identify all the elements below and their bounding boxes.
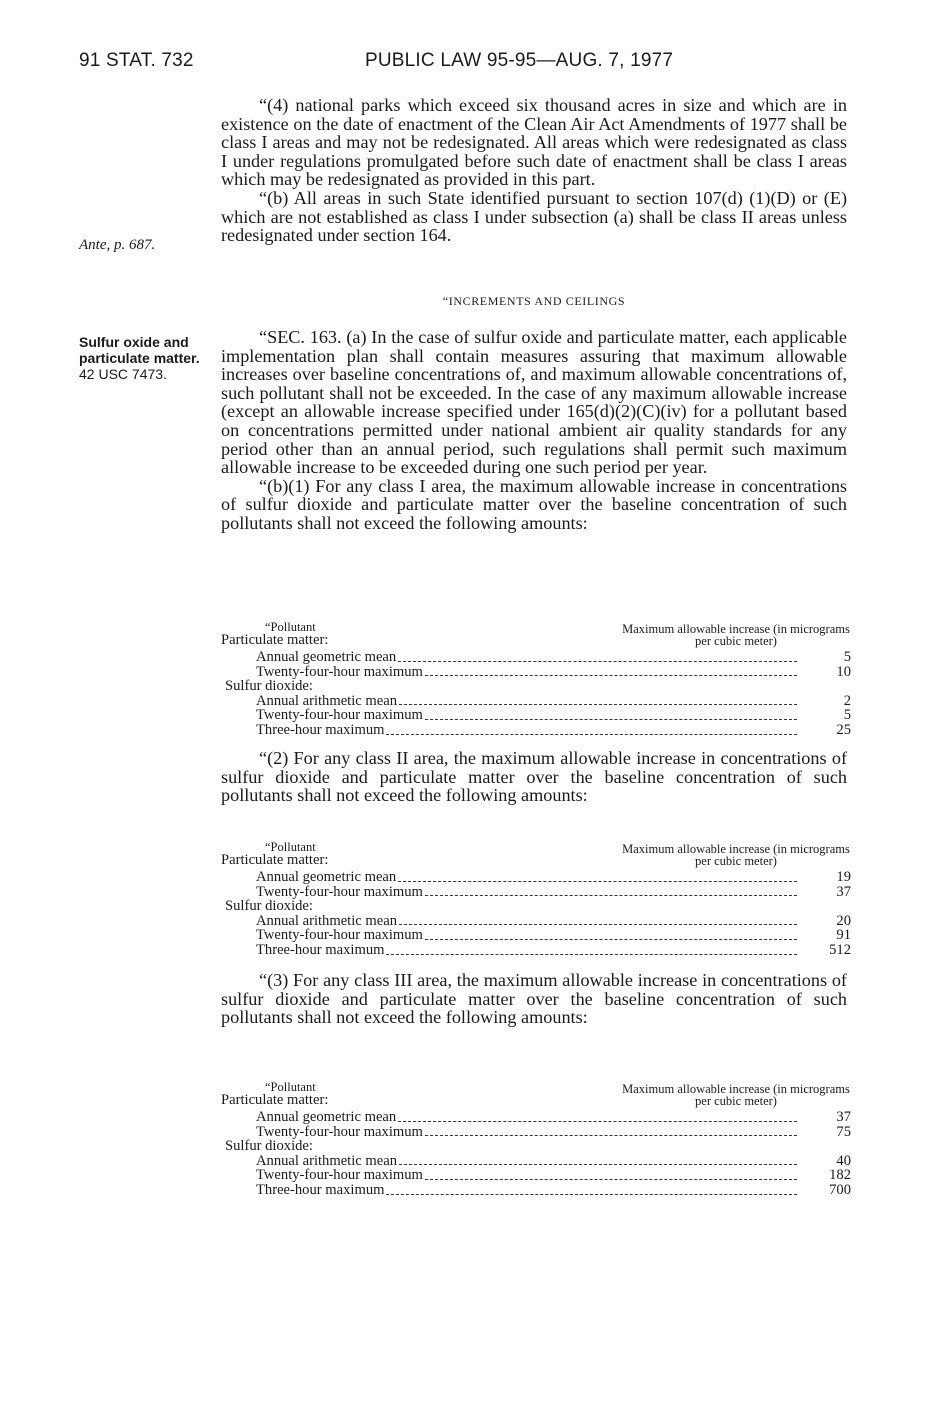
table-row	[221, 870, 851, 885]
row-label: Twenty-four-hour maximum	[256, 707, 423, 724]
row-label: Annual arithmetic mean	[256, 912, 398, 929]
group-label: Sulfur dioxide:	[225, 898, 313, 915]
table-row	[221, 1168, 851, 1183]
table-row	[221, 943, 851, 958]
paragraph-4-text: “(4) national parks which exceed six thousand acres in size and which are in existence on the date of enactment of the Clean Air Act Amendments of 1977 shall be class I areas and may not be redesignated. All areas which were redesignated as class I under regulations promulgated before such date of enactment shall be class I areas which may be redesignated as provided in this part.	[221, 95, 847, 190]
row-value: 182	[829, 1167, 851, 1184]
row-label: Twenty-four-hour maximum	[256, 663, 423, 680]
group-label: Sulfur dioxide:	[225, 678, 313, 695]
margin-sulfur-text: Sulfur oxide and particulate matter.	[79, 334, 200, 366]
row-label: Twenty-four-hour maximum	[256, 927, 423, 944]
row-label: Twenty-four-hour maximum	[256, 1167, 423, 1184]
row-label: Annual geometric mean	[256, 649, 397, 665]
table-header-pollutant: “Pollutant	[265, 1080, 316, 1094]
group-sulfur	[221, 1139, 851, 1154]
section-heading: “INCREMENTS AND CEILINGS	[442, 294, 626, 308]
table-class-2	[221, 840, 851, 958]
b1-intro-text: “(b)(1) For any class I area, the maximum allowable increase in concentrations of sulfur dioxide and particulate matter over the baseline concentration of such pollutants shall not exceed the following amounts:	[221, 475, 847, 533]
group-sulfur	[221, 679, 851, 694]
row-value: 37	[836, 1109, 851, 1125]
group-particulate: Particulate matter:	[221, 1092, 329, 1108]
row-label: Annual arithmetic mean	[256, 692, 398, 709]
table-class-1	[221, 620, 851, 738]
sec163-a-text: “SEC. 163. (a) In the case of sulfur oxide and particulate matter, each applicable implementation plan shall contain measures assuring that maximum allowable increases over baseline concentrations of, and maximum allowable concentrations of, such pollutant shall not be exceeded. In the case of any maximum allowable increase (except an allowable increase specified under 165(d)(2)(C)(iv) for a pollutant based on concentrations permitted under national ambient air quality standards for any period other than an annual period, such regulations shall permit such maximum allowable increase to be exceeded during one such period per year.	[221, 327, 847, 478]
margin-note-sulfur	[79, 334, 214, 382]
section-163-a	[221, 328, 847, 533]
row-label: Twenty-four-hour maximum	[256, 1123, 423, 1140]
row-label: Annual geometric mean	[256, 1109, 397, 1125]
b3-intro-text: “(3) For any class III area, the maximum allowable increase in concentrations of sulfur dioxide and particulate matter over the baseline concentration of such pollutants shall not exceed the following amounts:	[221, 970, 847, 1028]
row-value: 25	[836, 721, 851, 738]
row-value: 5	[843, 707, 851, 724]
margin-note-ante	[79, 236, 214, 253]
table-row	[221, 650, 851, 665]
table-row	[221, 723, 851, 738]
table-row	[221, 708, 851, 723]
row-label: Annual geometric mean	[256, 869, 397, 885]
section-b2	[221, 749, 847, 805]
table-row	[221, 885, 851, 900]
row-label: Twenty-four-hour maximum	[256, 883, 423, 900]
row-value: 512	[829, 941, 851, 958]
row-value: 2	[843, 692, 851, 709]
row-label: Three-hour maximum	[256, 721, 385, 738]
group-particulate: Particulate matter:	[221, 852, 329, 868]
table-row	[221, 694, 851, 709]
table-class-3	[221, 1080, 851, 1198]
table-row	[221, 928, 851, 943]
page-title: PUBLIC LAW 95-95—AUG. 7, 1977	[365, 50, 674, 71]
table-row	[221, 1154, 851, 1169]
row-value: 75	[836, 1123, 851, 1140]
row-label: Annual arithmetic mean	[256, 1152, 398, 1169]
table-header-pollutant: “Pollutant	[265, 840, 316, 854]
row-label: Three-hour maximum	[256, 1181, 385, 1198]
b2-intro-text: “(2) For any class II area, the maximum allowable increase in concentrations of sulfur dioxide and particulate matter over the baseline concentration of such pollutants shall not exceed the following amounts:	[221, 748, 847, 806]
paragraph-b-text: “(b) All areas in such State identified pursuant to section 107(d) (1)(D) or (E) which are not established as class I under subsection (a) shall be class II areas unless redesignated under section 164.	[221, 187, 847, 246]
group-particulate: Particulate matter:	[221, 632, 329, 648]
page-stat-number: 91 STAT. 732	[79, 50, 194, 71]
table-header-unit: Maximum allowable increase (in micrograms per cubic meter)	[622, 1082, 850, 1108]
margin-usc-text: 42 USC 7473.	[79, 366, 167, 382]
table-row	[221, 1183, 851, 1198]
group-sulfur	[221, 899, 851, 914]
group-label: Sulfur dioxide:	[225, 1138, 313, 1155]
row-value: 10	[836, 663, 851, 680]
table-row	[221, 1125, 851, 1140]
row-value: 5	[843, 649, 851, 665]
row-value: 40	[836, 1152, 851, 1169]
row-value: 19	[836, 869, 851, 885]
row-value: 20	[836, 912, 851, 929]
table-header-unit: Maximum allowable increase (in micrograms per cubic meter)	[622, 622, 850, 648]
paragraph-national-parks	[221, 96, 847, 245]
table-header-pollutant: “Pollutant	[265, 620, 316, 634]
table-row	[221, 665, 851, 680]
table-header-unit: Maximum allowable increase (in micrograms per cubic meter)	[622, 842, 850, 868]
row-value: 37	[836, 883, 851, 900]
table-row	[221, 1110, 851, 1125]
margin-ante-text: Ante, p. 687.	[79, 237, 156, 253]
table-row	[221, 914, 851, 929]
section-b3	[221, 971, 847, 1027]
row-label: Three-hour maximum	[256, 941, 385, 958]
row-value: 91	[836, 927, 851, 944]
row-value: 700	[829, 1181, 851, 1198]
